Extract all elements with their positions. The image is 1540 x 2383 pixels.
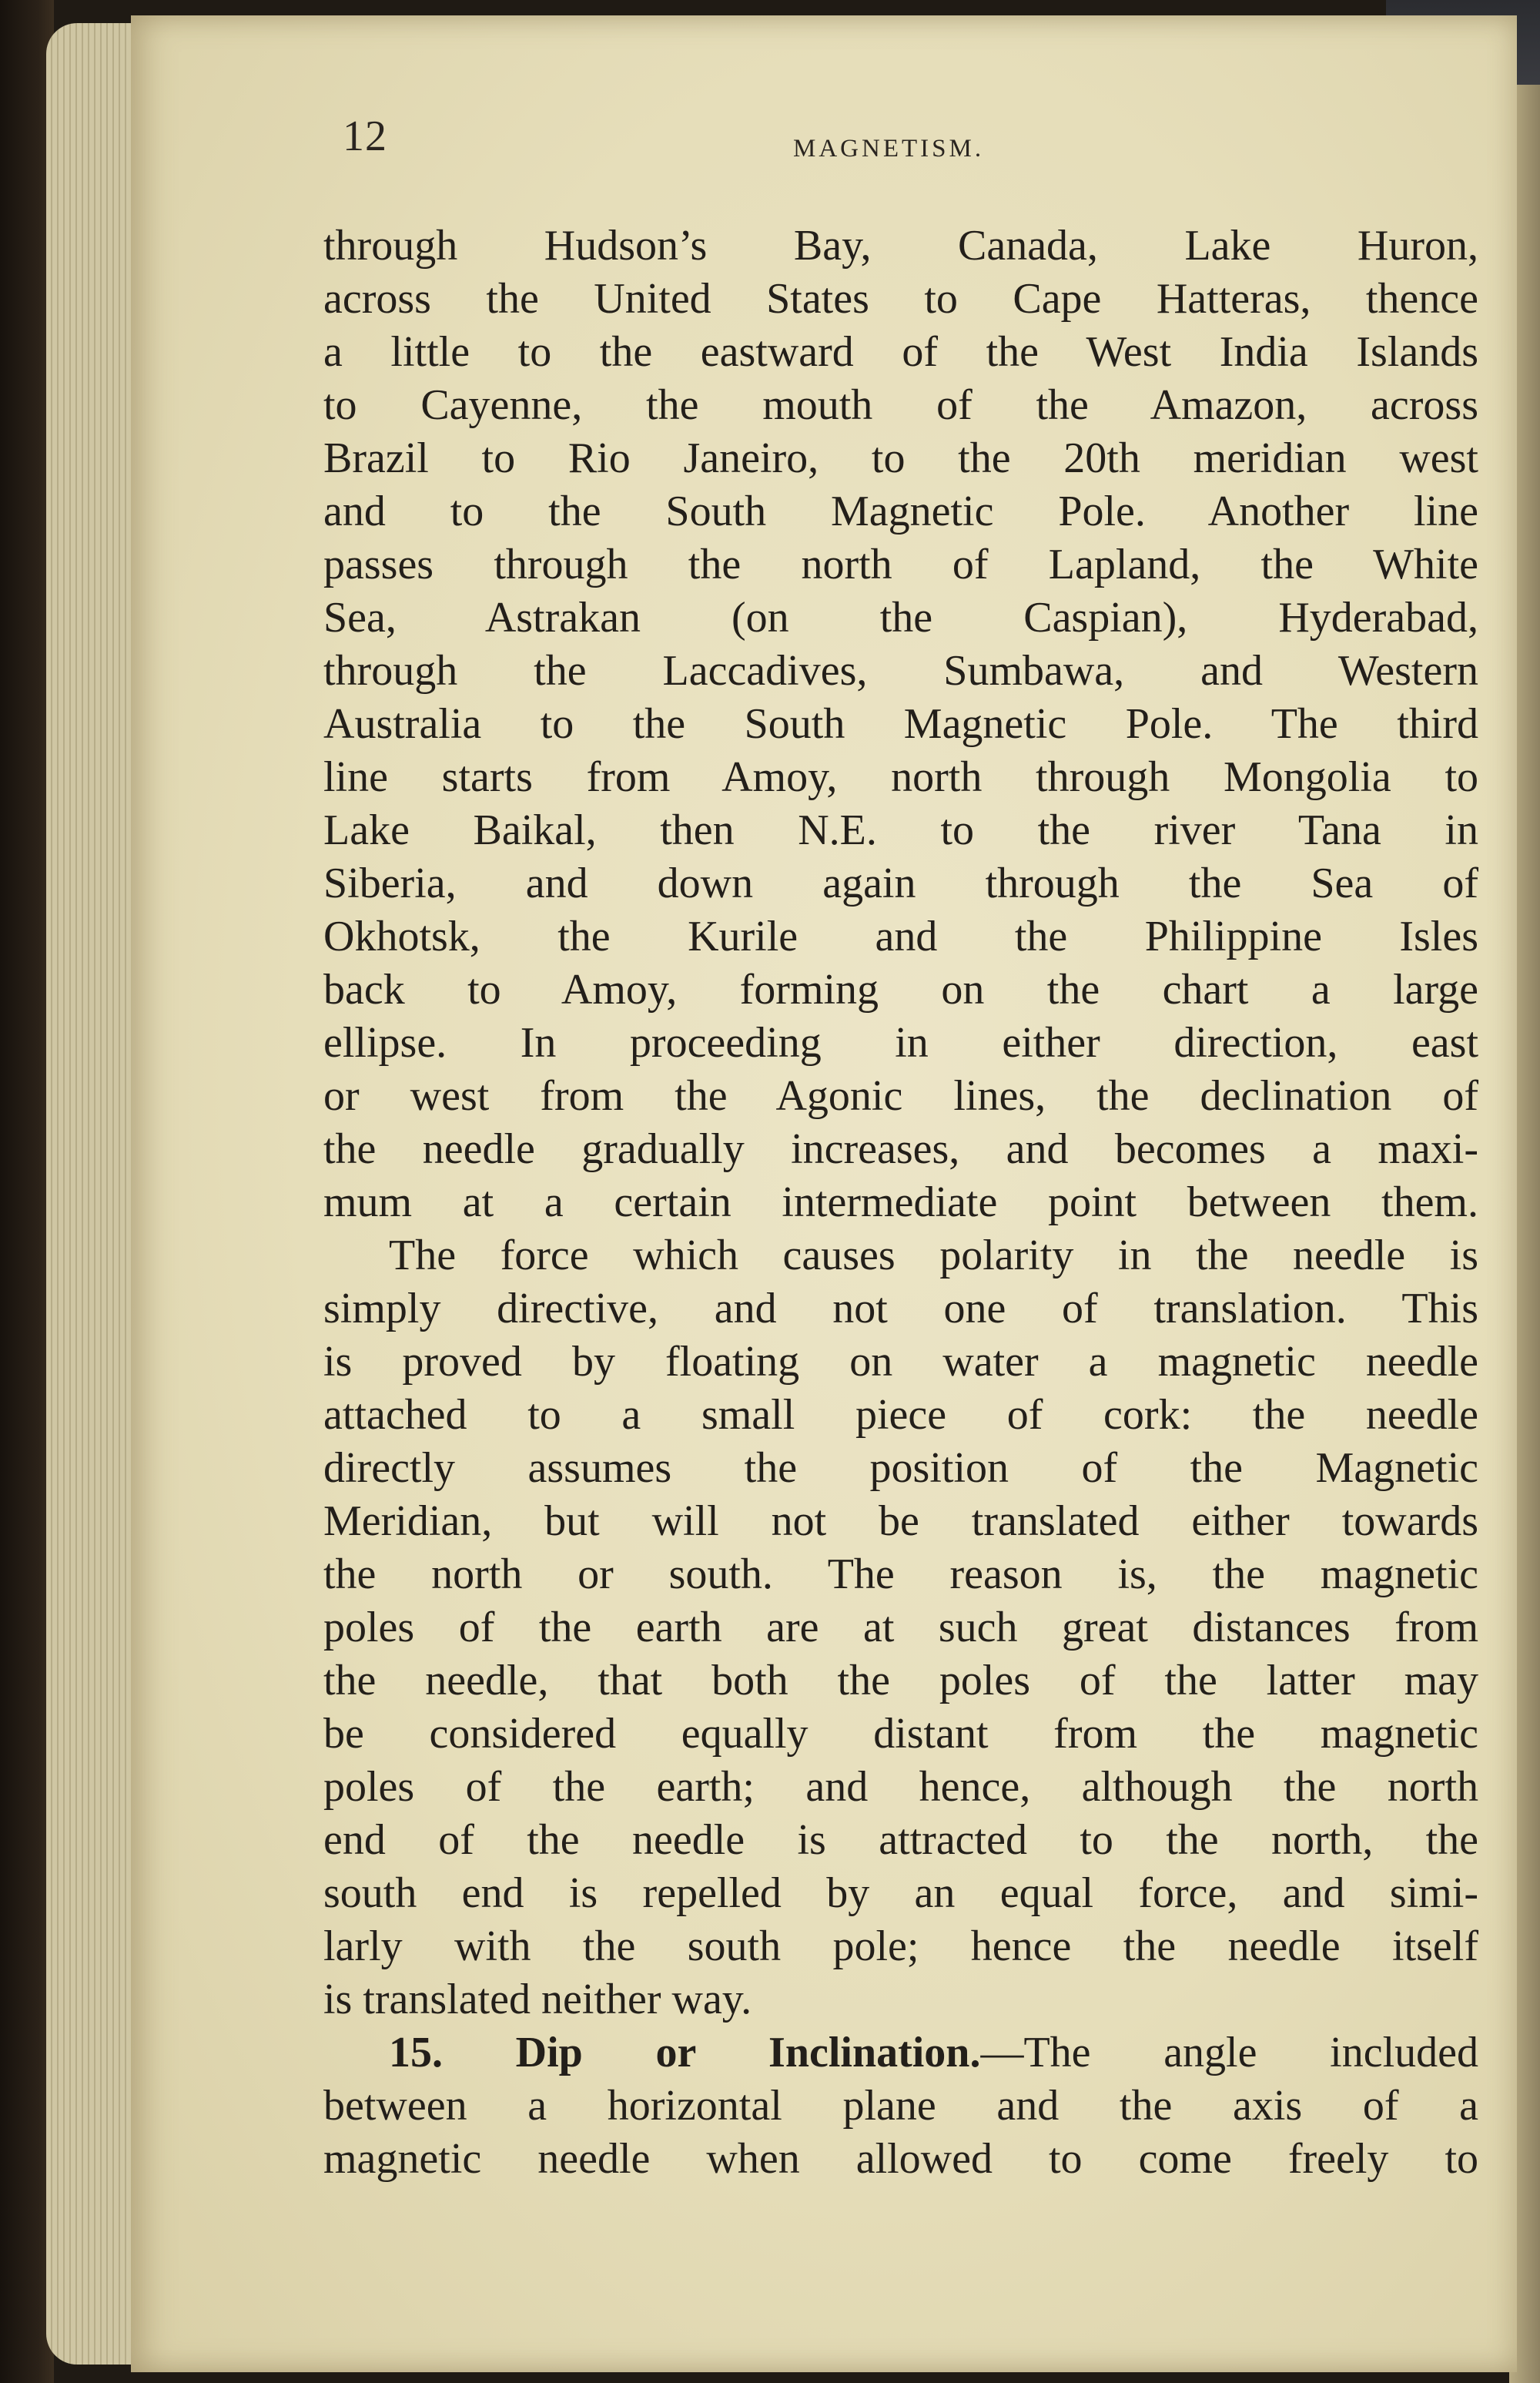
text-line: The force which causes polarity in the needle is xyxy=(389,1232,1478,1279)
body-text xyxy=(323,220,1478,2186)
text-line: or west from the Agonic lines, the declination of xyxy=(323,1072,1478,1120)
text-line: end of the needle is attracted to the north, the xyxy=(323,1816,1478,1864)
text-line: between a horizontal plane and the axis of a xyxy=(323,2082,1478,2130)
text-line: poles of the earth are at such great distances from xyxy=(323,1604,1478,1651)
text-line: across the United States to Cape Hatteras, thence xyxy=(323,275,1478,323)
text-line: a little to the eastward of the West India Islands xyxy=(323,328,1478,376)
text-line: be considered equally distant from the magnetic xyxy=(323,1710,1478,1758)
text-line: mum at a certain intermediate point between them. xyxy=(323,1178,1478,1226)
section-first-line-text: —The angle included xyxy=(980,2029,1478,2076)
text-line: the needle gradually increases, and becomes a maxi- xyxy=(323,1125,1478,1173)
text-line: the north or south. The reason is, the magnetic xyxy=(323,1550,1478,1598)
running-header: MAGNETISM. xyxy=(793,135,985,163)
paragraph-2 xyxy=(323,1229,1478,2026)
text-line: is proved by floating on water a magnetic needle xyxy=(323,1338,1478,1386)
text-line: magnetic needle when allowed to come freely to xyxy=(323,2135,1478,2183)
text-line: the needle, that both the poles of the latter may xyxy=(323,1657,1478,1704)
text-line: through the Laccadives, Sumbawa, and Western xyxy=(323,647,1478,695)
section-15-dip-or-inclination xyxy=(323,2026,1478,2186)
text-line: and to the South Magnetic Pole. Another line xyxy=(323,488,1478,535)
paragraph-1 xyxy=(323,220,1478,1229)
text-line: Sea, Astrakan (on the Caspian), Hyderabad, xyxy=(323,594,1478,642)
text-line: simply directive, and not one of translation. This xyxy=(323,1285,1478,1332)
text-line: attached to a small piece of cork: the needle xyxy=(323,1391,1478,1439)
text-line: is translated neither way. xyxy=(323,1976,752,2023)
text-line: Okhotsk, the Kurile and the Philippine Isles xyxy=(323,913,1478,960)
text-line: through Hudson’s Bay, Canada, Lake Huron, xyxy=(323,222,1478,270)
text-line: larly with the south pole; hence the needle itself xyxy=(323,1922,1478,1970)
text-line: back to Amoy, forming on the chart a large xyxy=(323,966,1478,1014)
text-line: south end is repelled by an equal force, and simi- xyxy=(323,1869,1478,1917)
text-line: passes through the north of Lapland, the White xyxy=(323,541,1478,588)
text-line: to Cayenne, the mouth of the Amazon, across xyxy=(323,381,1478,429)
text-line: Brazil to Rio Janeiro, to the 20th meridian west xyxy=(323,434,1478,482)
text-line: poles of the earth; and hence, although the north xyxy=(323,1763,1478,1811)
section-first-line xyxy=(323,2026,1478,2080)
text-line: ellipse. In proceeding in either direction, east xyxy=(323,1019,1478,1067)
text-line: Lake Baikal, then N.E. to the river Tana in xyxy=(323,806,1478,854)
text-line: Siberia, and down again through the Sea of xyxy=(323,860,1478,907)
section-heading: 15. Dip or Inclination. xyxy=(389,2029,981,2076)
text-line: line starts from Amoy, north through Mongolia to xyxy=(323,753,1478,801)
text-line: Meridian, but will not be translated either towards xyxy=(323,1497,1478,1545)
text-line: directly assumes the position of the Magnetic xyxy=(323,1444,1478,1492)
page-number: 12 xyxy=(343,112,387,160)
text-line: Australia to the South Magnetic Pole. The third xyxy=(323,700,1478,748)
